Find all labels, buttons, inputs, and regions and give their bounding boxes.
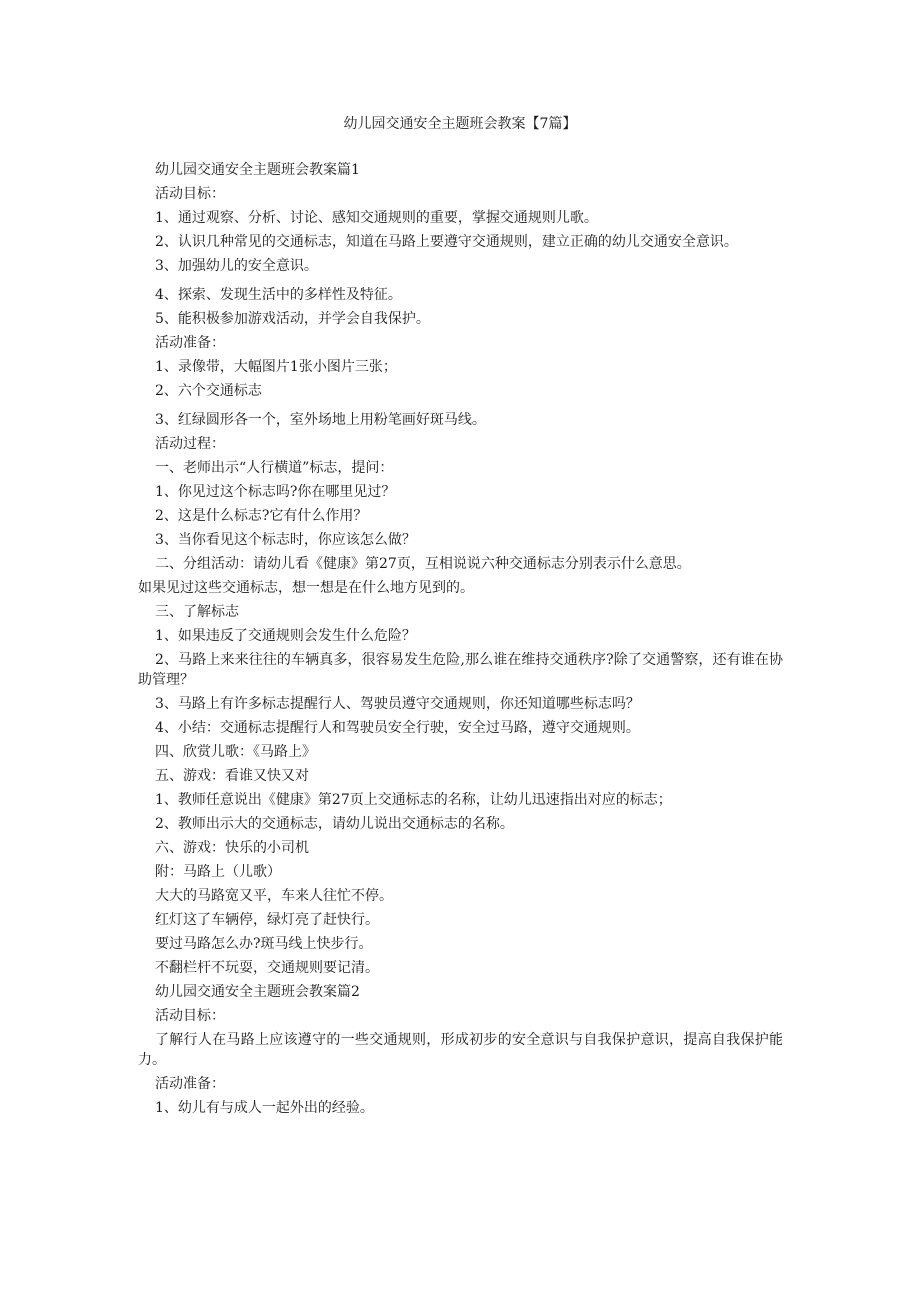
paragraph-line: 2、这是什么标志?它有什么作用？ [155, 508, 368, 524]
paragraph-line: 不翻栏杆不玩耍，交通规则要记清。 [155, 960, 379, 976]
document-body [138, 160, 783, 1122]
paragraph-line: 1、如果违反了交通规则会发生什么危险？ [155, 628, 416, 644]
paragraph-line: 1、幼儿有与成人一起外出的经验。 [155, 1100, 374, 1116]
paragraph-line: 活动过程： [155, 436, 225, 452]
paragraph-line: 了解行人在马路上应该遵守的一些交通规则，形成初步的安全意识与自我保护意识，提高自我保护能力。 [138, 1032, 783, 1068]
paragraph-line: 一、老师出示“人行横道”标志，提问： [155, 460, 394, 476]
paragraph-line: 1、通过观察、分析、讨论、感知交通规则的重要，掌握交通规则儿歌。 [155, 210, 598, 226]
paragraph-line: 活动准备： [155, 1076, 225, 1092]
paragraph-line: 活动准备： [155, 335, 225, 351]
paragraph-line: 红灯这了车辆停，绿灯亮了赶快行。 [155, 912, 379, 928]
paragraph-line: 2、认识几种常见的交通标志，知道在马路上要遵守交通规则，建立正确的幼儿交通安全意识。 [155, 234, 738, 250]
paragraph-line: 2、六个交通标志 [155, 383, 262, 399]
paragraph-line: 3、加强幼儿的安全意识。 [155, 258, 318, 274]
paragraph-line: 4、探索、发现生活中的多样性及特征。 [155, 287, 402, 303]
paragraph-line: 附：马路上（儿歌） [155, 864, 281, 880]
document-title: 幼儿园交通安全主题班会教案【7篇】 [343, 116, 577, 132]
paragraph-line: 4、小结：交通标志提醒行人和驾驶员安全行驶，安全过马路，遵守交通规则。 [155, 720, 640, 736]
paragraph-line: 如果见过这些交通标志，想一想是在什么地方见到的。 [138, 580, 474, 596]
paragraph-line: 活动目标： [155, 186, 225, 202]
paragraph-line: 3、红绿圆形各一个，室外场地上用粉笔画好斑马线。 [155, 412, 486, 428]
paragraph-line: 幼儿园交通安全主题班会教案篇1 [155, 162, 360, 178]
paragraph-line: 2、教师出示大的交通标志，请幼儿说出交通标志的名称。 [155, 816, 514, 832]
paragraph-line: 五、游戏：看谁又快又对 [155, 768, 309, 784]
paragraph-line: 1、录像带，大幅图片1张小图片三张； [155, 359, 397, 375]
paragraph-line: 大大的马路宽又平，车来人往忙不停。 [155, 888, 393, 904]
paragraph-line: 1、你见过这个标志吗?你在哪里见过？ [155, 484, 396, 500]
paragraph-line: 1、教师任意说出《健康》第27页上交通标志的名称，让幼儿迅速指出对应的标志； [155, 792, 672, 808]
paragraph-line: 幼儿园交通安全主题班会教案篇2 [155, 984, 360, 1000]
paragraph-line: 三、了解标志 [155, 604, 239, 620]
paragraph-line: 活动目标： [155, 1008, 225, 1024]
paragraph-line: 2、马路上来来往往的车辆真多，很容易发生危险,那么谁在维持交通秩序?除了交通警察，还有谁在协助管理？ [138, 652, 783, 688]
paragraph-line: 5、能积极参加游戏活动，并学会自我保护。 [155, 311, 430, 327]
paragraph-line: 3、当你看见这个标志时，你应该怎么做？ [155, 532, 416, 548]
paragraph-line: 四、欣赏儿歌：《马路上》 [155, 744, 316, 760]
paragraph-line: 要过马路怎么办?斑马线上快步行。 [155, 936, 373, 952]
paragraph-line: 六、游戏：快乐的小司机 [155, 840, 309, 856]
paragraph-line: 3、马路上有许多标志提醒行人、驾驶员遵守交通规则，你还知道哪些标志吗？ [155, 696, 640, 712]
paragraph-line: 二、分组活动：请幼儿看《健康》第27页，互相说说六种交通标志分别表示什么意思。 [155, 556, 691, 572]
